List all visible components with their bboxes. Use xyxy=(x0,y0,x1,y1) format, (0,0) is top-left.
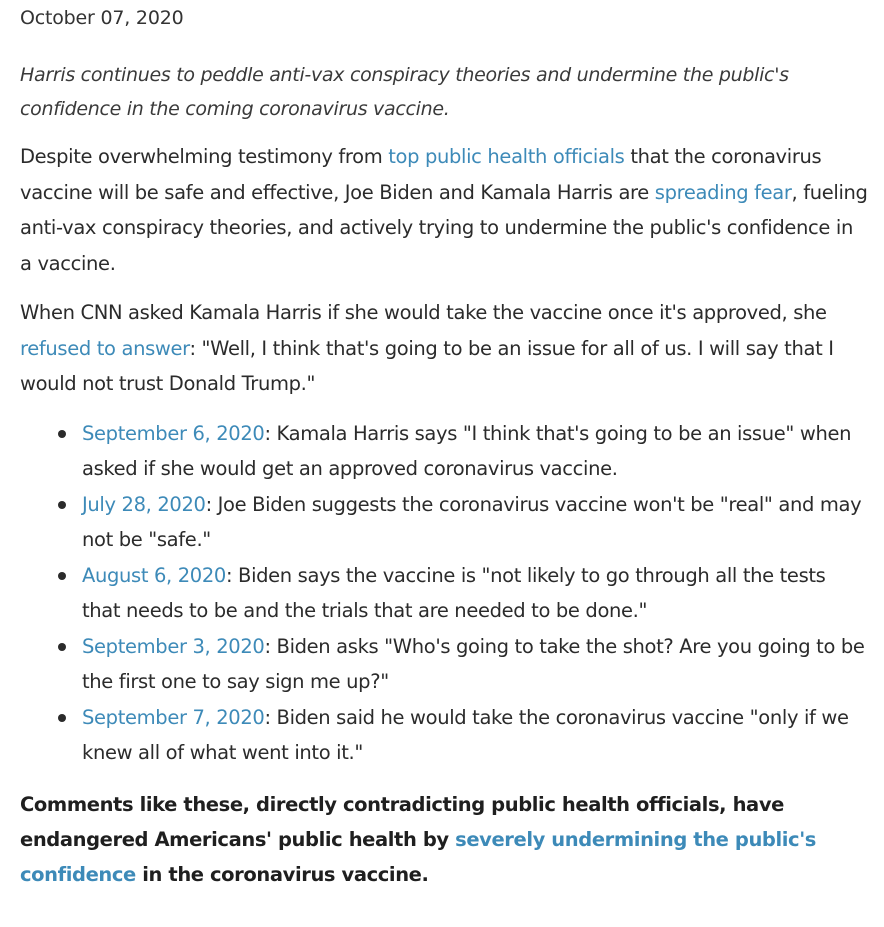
list-item xyxy=(82,558,868,629)
link-spreading-fear[interactable]: spreading fear xyxy=(654,180,792,204)
article-lede: Harris continues to peddle anti-vax conspiracy theories and undermine the public's confidence in the coming coronavirus vaccine. xyxy=(20,64,789,120)
list-item-text: : Biden says the vaccine is "not likely to go through all the tests that needs to be and the trials that are needed to be done." xyxy=(82,563,826,622)
list-item xyxy=(82,700,868,771)
list-item-text: : Biden asks "Who's going to take the shot? Are you going to be the first one to say sign me up?" xyxy=(82,634,865,693)
list-item-text: : Biden said he would take the coronavirus vaccine "only if we knew all of what went into it." xyxy=(82,705,849,764)
link-refused-to-answer[interactable]: refused to answer xyxy=(20,336,190,360)
paragraph-text: Comments like these, directly contradicting public health officials, have endangered Americans' public health by xyxy=(20,792,784,851)
link-bullet-date[interactable]: September 7, 2020 xyxy=(82,705,265,729)
bullet-icon xyxy=(58,501,66,509)
paragraph-text: Despite overwhelming testimony from xyxy=(20,145,389,168)
paragraph-text: , fueling anti-vax conspiracy theories, and actively trying to undermine the public's confidence in a vaccine. xyxy=(20,180,868,275)
list-item-text: : Kamala Harris says "I think that's going to be an issue" when asked if she would get an approved coronavirus vaccine. xyxy=(82,421,852,480)
quotes-list xyxy=(20,416,868,771)
bullet-icon xyxy=(58,430,66,438)
paragraph-closing xyxy=(20,787,868,892)
link-bullet-date[interactable]: September 3, 2020 xyxy=(82,634,265,658)
paragraph-text: in the coronavirus vaccine. xyxy=(135,862,429,886)
article-date: October 07, 2020 xyxy=(20,7,184,29)
list-item xyxy=(82,416,868,487)
list-item xyxy=(82,487,868,558)
paragraph-text: : "Well, I think that's going to be an issue for all of us. I will say that I would not trust Donald Trump." xyxy=(20,336,834,395)
paragraph-cnn-question xyxy=(20,295,868,402)
paragraph-testimony xyxy=(20,139,868,281)
link-bullet-date[interactable]: September 6, 2020 xyxy=(82,421,265,445)
bullet-icon xyxy=(58,643,66,651)
paragraph-text: When CNN asked Kamala Harris if she would take the vaccine once it's approved, she xyxy=(20,301,827,324)
link-top-public-health-officials[interactable]: top public health officials xyxy=(388,145,625,168)
link-severely-undermining[interactable]: severely undermining the public's confidence xyxy=(20,827,816,886)
list-item xyxy=(82,629,868,700)
list-item-text: : Joe Biden suggests the coronavirus vaccine won't be "real" and may not be "safe." xyxy=(82,492,862,551)
link-bullet-date[interactable]: July 28, 2020 xyxy=(82,492,206,516)
bullet-icon xyxy=(58,714,66,722)
link-bullet-date[interactable]: August 6, 2020 xyxy=(82,563,226,587)
paragraph-text: that the coronavirus vaccine will be safe and effective, Joe Biden and Kamala Harris are xyxy=(20,145,822,204)
bullet-icon xyxy=(58,572,66,580)
